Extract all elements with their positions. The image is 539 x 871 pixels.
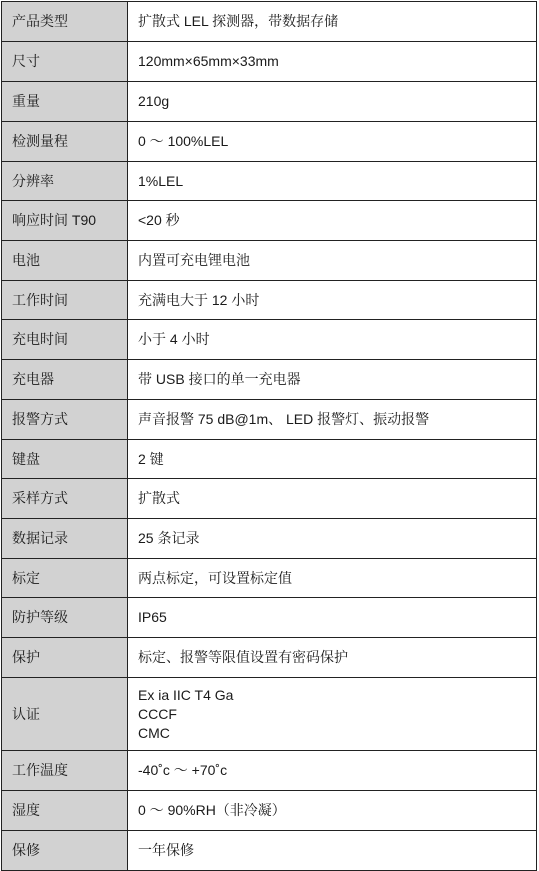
spec-value xyxy=(128,360,537,400)
spec-value xyxy=(128,241,537,281)
spec-value xyxy=(128,638,537,678)
spec-label: 防护等级 xyxy=(2,598,128,638)
spec-label: 重量 xyxy=(2,82,128,122)
spec-table-body xyxy=(2,2,537,871)
spec-row xyxy=(2,360,537,400)
spec-value xyxy=(128,281,537,320)
spec-value xyxy=(128,831,537,871)
spec-label: 数据记录 xyxy=(2,519,128,559)
spec-value xyxy=(128,678,537,751)
spec-value xyxy=(128,320,537,360)
spec-value xyxy=(128,791,537,831)
spec-row xyxy=(2,638,537,678)
spec-row xyxy=(2,791,537,831)
spec-value-line: -40˚c ～ +70˚c xyxy=(138,762,228,778)
spec-value-line: 210g xyxy=(138,93,170,109)
spec-label: 产品类型 xyxy=(2,2,128,42)
spec-row xyxy=(2,162,537,201)
spec-value xyxy=(128,479,537,519)
spec-value-line: 0 ～ 90%RH（非冷凝） xyxy=(138,802,286,818)
spec-row xyxy=(2,678,537,751)
spec-value-line: 25 条记录 xyxy=(138,530,200,546)
spec-value-line: 扩散式 LEL 探测器，带数据存储 xyxy=(138,13,339,29)
spec-label: 尺寸 xyxy=(2,42,128,82)
spec-value xyxy=(128,201,537,241)
spec-value-line: 120mm×65mm×33mm xyxy=(138,53,279,69)
spec-label: 充电器 xyxy=(2,360,128,400)
spec-value-line: 内置可充电锂电池 xyxy=(138,252,250,268)
spec-label: 工作时间 xyxy=(2,281,128,320)
spec-value xyxy=(128,751,537,791)
spec-value-line: 标定、报警等限值设置有密码保护 xyxy=(138,649,348,665)
spec-value xyxy=(128,122,537,162)
spec-row xyxy=(2,519,537,559)
spec-value xyxy=(128,2,537,42)
spec-row xyxy=(2,201,537,241)
spec-row xyxy=(2,598,537,638)
spec-value-line: 0 ～ 100%LEL xyxy=(138,133,229,149)
spec-label: 标定 xyxy=(2,559,128,598)
spec-label: 键盘 xyxy=(2,440,128,479)
spec-label: 工作温度 xyxy=(2,751,128,791)
spec-value-line: Ex ia IIC T4 Ga xyxy=(138,686,234,703)
spec-value xyxy=(128,559,537,598)
spec-row xyxy=(2,241,537,281)
spec-value xyxy=(128,162,537,201)
spec-value-line: CMC xyxy=(138,724,170,741)
spec-row xyxy=(2,2,537,42)
spec-label: 采样方式 xyxy=(2,479,128,519)
spec-value-line: CCCF xyxy=(138,705,177,722)
spec-label: 保修 xyxy=(2,831,128,871)
spec-row xyxy=(2,82,537,122)
spec-value-line: 声音报警 75 dB@1m、 LED 报警灯、振动报警 xyxy=(138,411,430,427)
spec-row xyxy=(2,400,537,440)
spec-value-line: 一年保修 xyxy=(138,842,194,858)
spec-row xyxy=(2,440,537,479)
spec-row xyxy=(2,479,537,519)
spec-value xyxy=(128,400,537,440)
spec-value xyxy=(128,42,537,82)
spec-value-line: 带 USB 接口的单一充电器 xyxy=(138,371,301,387)
spec-table xyxy=(1,1,537,871)
spec-value-line: 充满电大于 12 小时 xyxy=(138,291,260,308)
spec-row xyxy=(2,122,537,162)
spec-value xyxy=(128,440,537,479)
spec-label: 电池 xyxy=(2,241,128,281)
spec-row xyxy=(2,281,537,320)
spec-value xyxy=(128,598,537,638)
spec-label: 保护 xyxy=(2,638,128,678)
spec-value xyxy=(128,519,537,559)
spec-value-line: <20 秒 xyxy=(138,212,180,228)
spec-row xyxy=(2,751,537,791)
spec-label: 报警方式 xyxy=(2,400,128,440)
spec-label: 认证 xyxy=(2,678,128,751)
spec-value-line: 两点标定，可设置标定值 xyxy=(138,569,292,586)
spec-row xyxy=(2,559,537,598)
spec-label: 充电时间 xyxy=(2,320,128,360)
spec-value-line: 1%LEL xyxy=(138,172,184,189)
spec-label: 分辨率 xyxy=(2,162,128,201)
spec-value xyxy=(128,82,537,122)
spec-label: 检测量程 xyxy=(2,122,128,162)
spec-value-line: IP65 xyxy=(138,609,167,625)
spec-label: 湿度 xyxy=(2,791,128,831)
spec-value-line: 2 键 xyxy=(138,450,164,467)
spec-label: 响应时间 T90 xyxy=(2,201,128,241)
spec-row xyxy=(2,320,537,360)
spec-row xyxy=(2,42,537,82)
spec-value-line: 小于 4 小时 xyxy=(138,331,210,347)
spec-value-line: 扩散式 xyxy=(138,490,180,506)
spec-row xyxy=(2,831,537,871)
